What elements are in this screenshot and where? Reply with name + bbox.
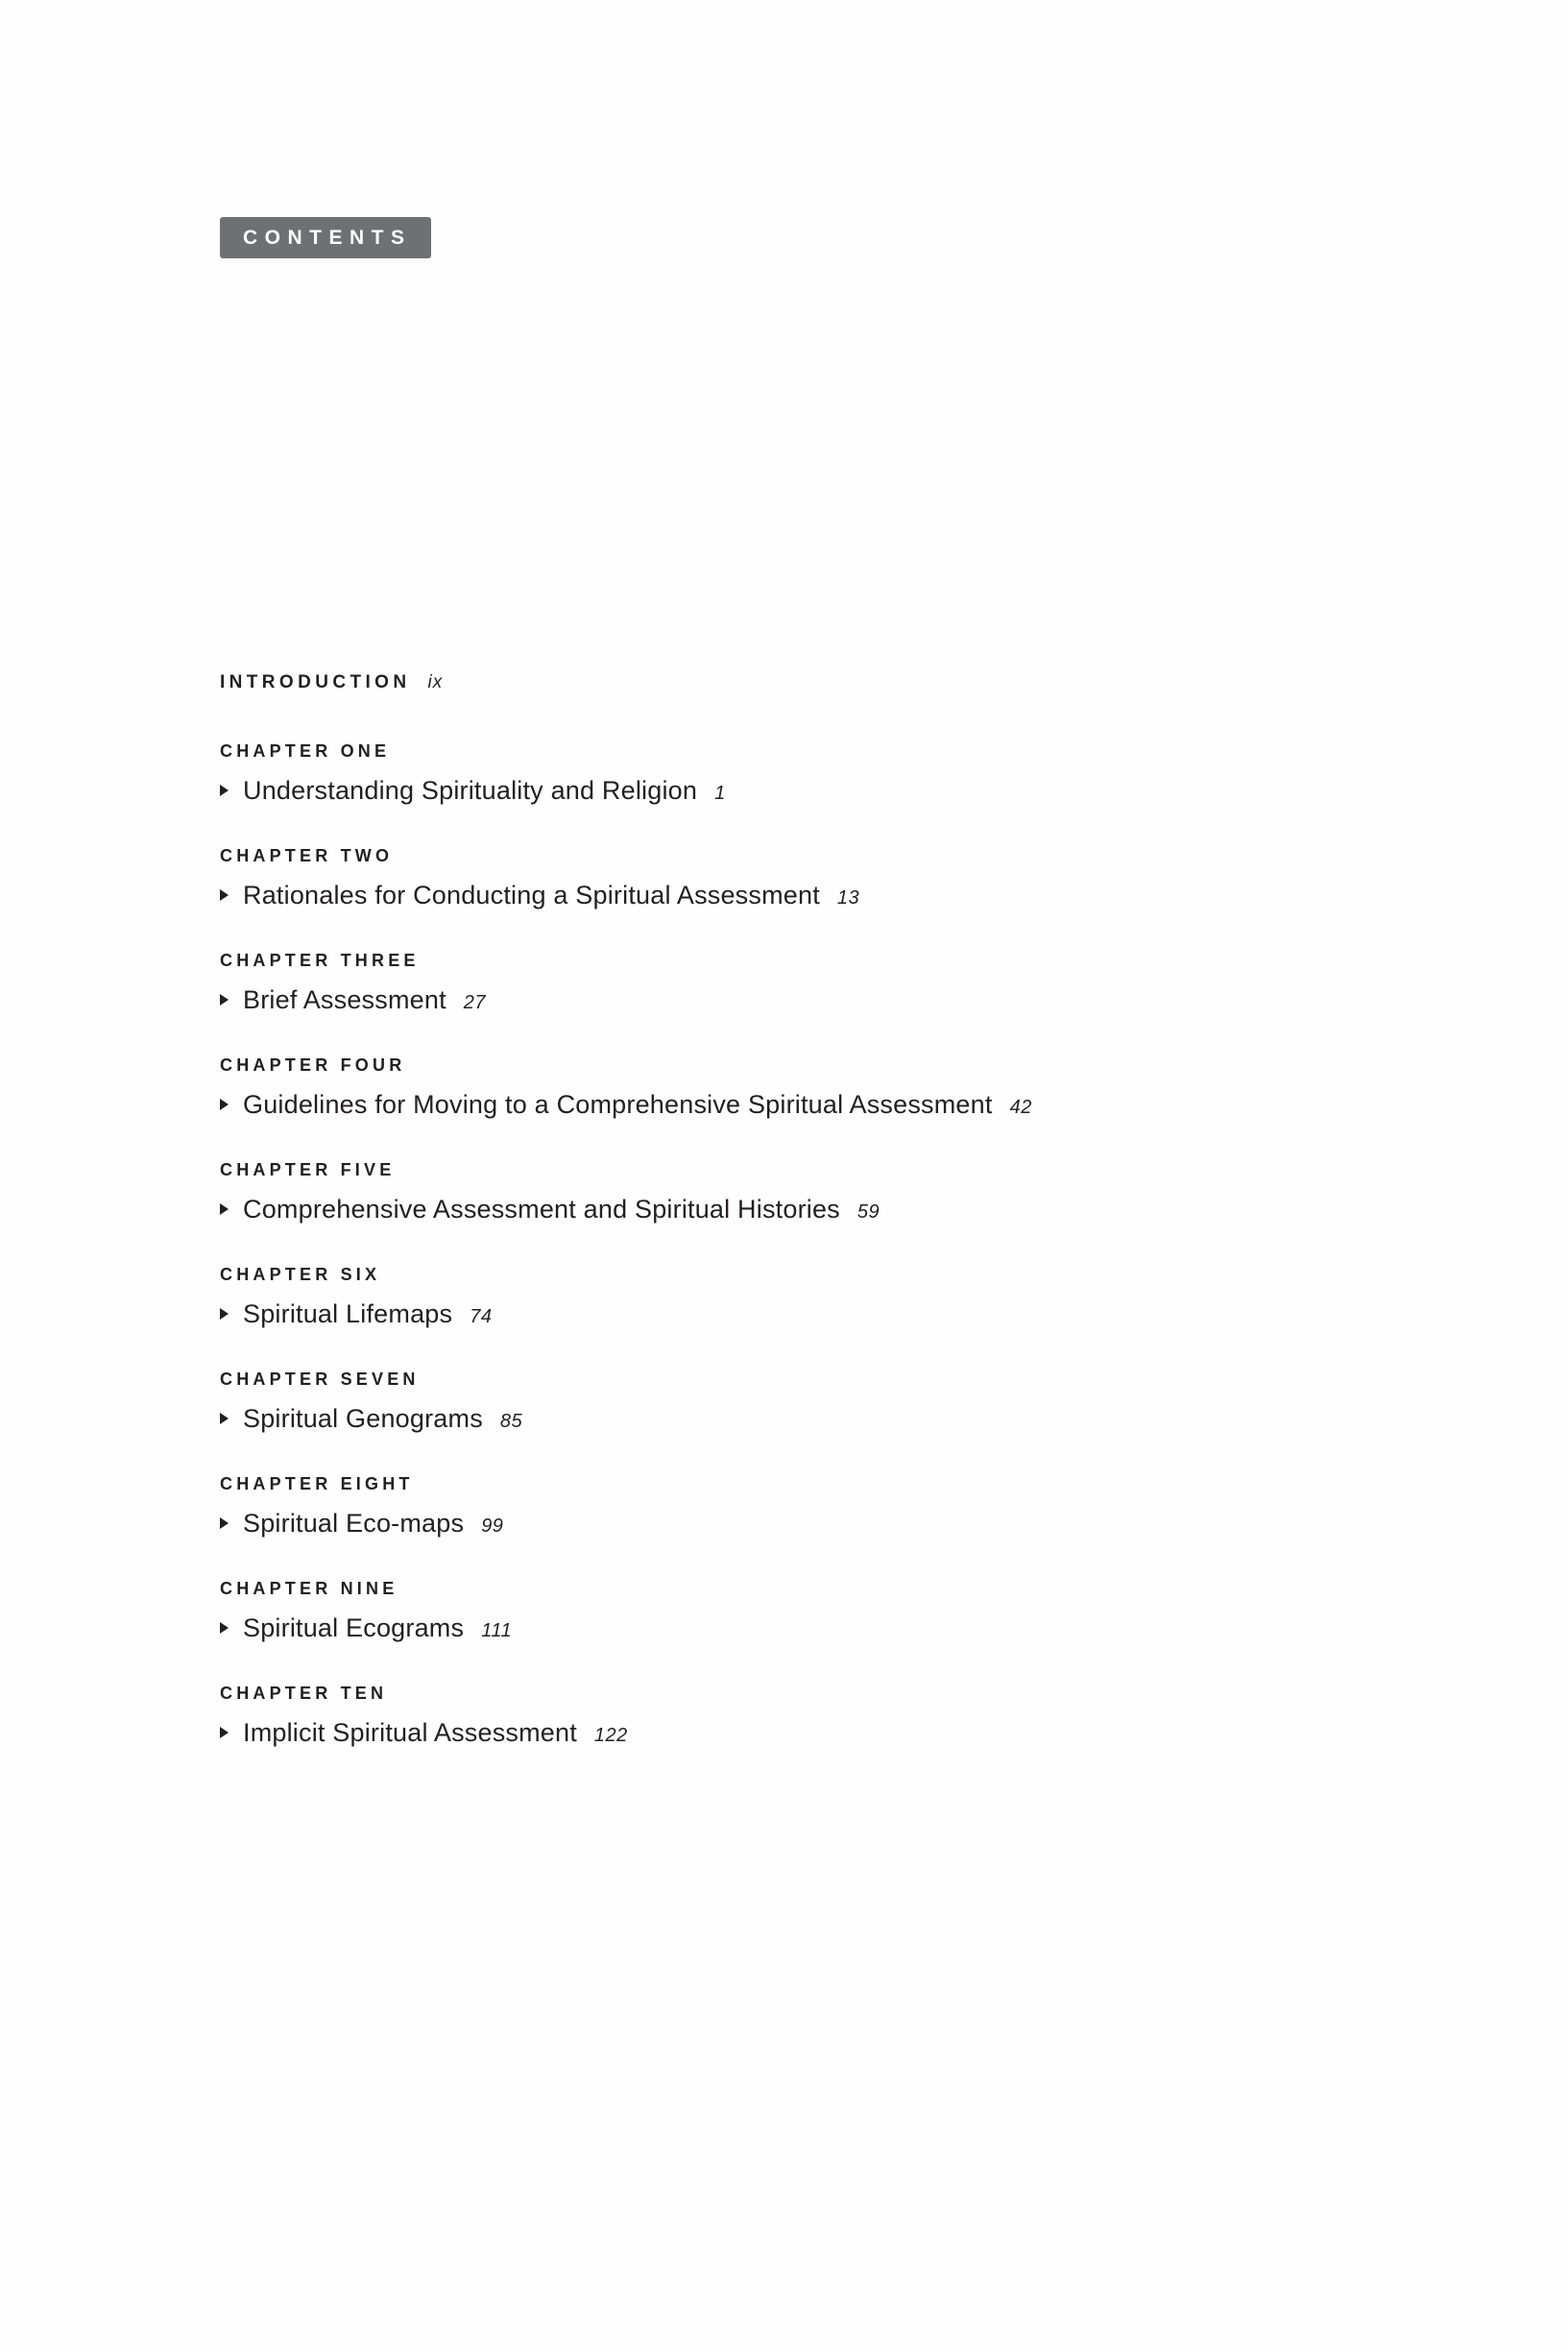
triangle-bullet-icon xyxy=(220,1203,229,1215)
chapter-label: CHAPTER THREE xyxy=(220,951,420,970)
chapter-page-number: 85 xyxy=(499,1411,523,1432)
toc-entry[interactable] xyxy=(220,1055,1353,1120)
chapter-title: Spiritual Lifemaps xyxy=(243,1299,453,1328)
chapter-title-line[interactable] xyxy=(220,1404,1353,1434)
toc-entry[interactable] xyxy=(220,951,1353,1015)
chapter-title-line[interactable] xyxy=(220,1090,1353,1120)
chapter-title: Rationales for Conducting a Spiritual Assessment xyxy=(243,881,820,909)
triangle-bullet-icon xyxy=(220,1099,229,1110)
triangle-bullet-icon xyxy=(220,1308,229,1320)
chapter-page-number: 13 xyxy=(836,887,860,909)
triangle-bullet-icon xyxy=(220,785,229,796)
chapter-label: CHAPTER ONE xyxy=(220,741,391,761)
chapter-title: Understanding Spirituality and Religion xyxy=(243,776,698,805)
chapter-title: Spiritual Genograms xyxy=(243,1404,483,1433)
chapter-title: Spiritual Ecograms xyxy=(243,1613,465,1642)
chapter-title: Implicit Spiritual Assessment xyxy=(243,1718,577,1747)
toc-entry[interactable] xyxy=(220,1579,1353,1643)
chapter-title-line[interactable] xyxy=(220,881,1353,910)
toc-entry[interactable] xyxy=(220,846,1353,910)
chapter-label: CHAPTER FOUR xyxy=(220,1055,406,1075)
triangle-bullet-icon xyxy=(220,889,229,901)
chapter-title: Comprehensive Assessment and Spiritual Histories xyxy=(243,1195,840,1224)
chapter-title: Spiritual Eco-maps xyxy=(243,1509,465,1538)
chapter-label: CHAPTER FIVE xyxy=(220,1160,396,1179)
chapter-title-line[interactable] xyxy=(220,1195,1353,1224)
toc-entry[interactable] xyxy=(220,1684,1353,1748)
introduction-page-number: ix xyxy=(427,672,444,692)
chapter-title: Brief Assessment xyxy=(243,985,446,1014)
introduction-label: INTRODUCTION xyxy=(220,672,411,692)
chapter-title-line[interactable] xyxy=(220,1718,1353,1748)
chapter-label: CHAPTER SIX xyxy=(220,1265,381,1284)
toc-entry[interactable] xyxy=(220,1265,1353,1329)
triangle-bullet-icon xyxy=(220,1727,229,1738)
chapter-label: CHAPTER NINE xyxy=(220,1579,398,1598)
chapter-page-number: 1 xyxy=(714,783,726,804)
triangle-bullet-icon xyxy=(220,994,229,1006)
chapter-title-line[interactable] xyxy=(220,776,1353,806)
chapter-title-line[interactable] xyxy=(220,985,1353,1015)
chapter-title-line[interactable] xyxy=(220,1613,1353,1643)
toc-entry[interactable] xyxy=(220,1370,1353,1434)
chapter-page-number: 122 xyxy=(593,1725,628,1746)
chapter-label: CHAPTER EIGHT xyxy=(220,1474,414,1493)
triangle-bullet-icon xyxy=(220,1517,229,1529)
triangle-bullet-icon xyxy=(220,1413,229,1424)
table-of-contents xyxy=(220,672,1353,1788)
toc-entry[interactable] xyxy=(220,741,1353,806)
chapter-label: CHAPTER TEN xyxy=(220,1684,388,1703)
chapter-page-number: 42 xyxy=(1009,1097,1032,1118)
chapter-page-number: 59 xyxy=(856,1201,880,1223)
chapter-label: CHAPTER SEVEN xyxy=(220,1370,420,1389)
chapter-label: CHAPTER TWO xyxy=(220,846,394,865)
chapter-page-number: 27 xyxy=(463,992,487,1013)
chapter-title: Guidelines for Moving to a Comprehensive Spiritual Assessment xyxy=(243,1090,993,1119)
chapter-title-line[interactable] xyxy=(220,1509,1353,1539)
triangle-bullet-icon xyxy=(220,1622,229,1634)
toc-entry[interactable] xyxy=(220,1160,1353,1224)
chapter-page-number: 111 xyxy=(481,1620,513,1641)
chapter-page-number: 74 xyxy=(470,1306,493,1327)
toc-introduction-entry[interactable] xyxy=(220,672,1353,693)
chapter-title-line[interactable] xyxy=(220,1299,1353,1329)
chapter-page-number: 99 xyxy=(481,1515,504,1537)
contents-heading: CONTENTS xyxy=(220,217,431,258)
toc-entry[interactable] xyxy=(220,1474,1353,1539)
